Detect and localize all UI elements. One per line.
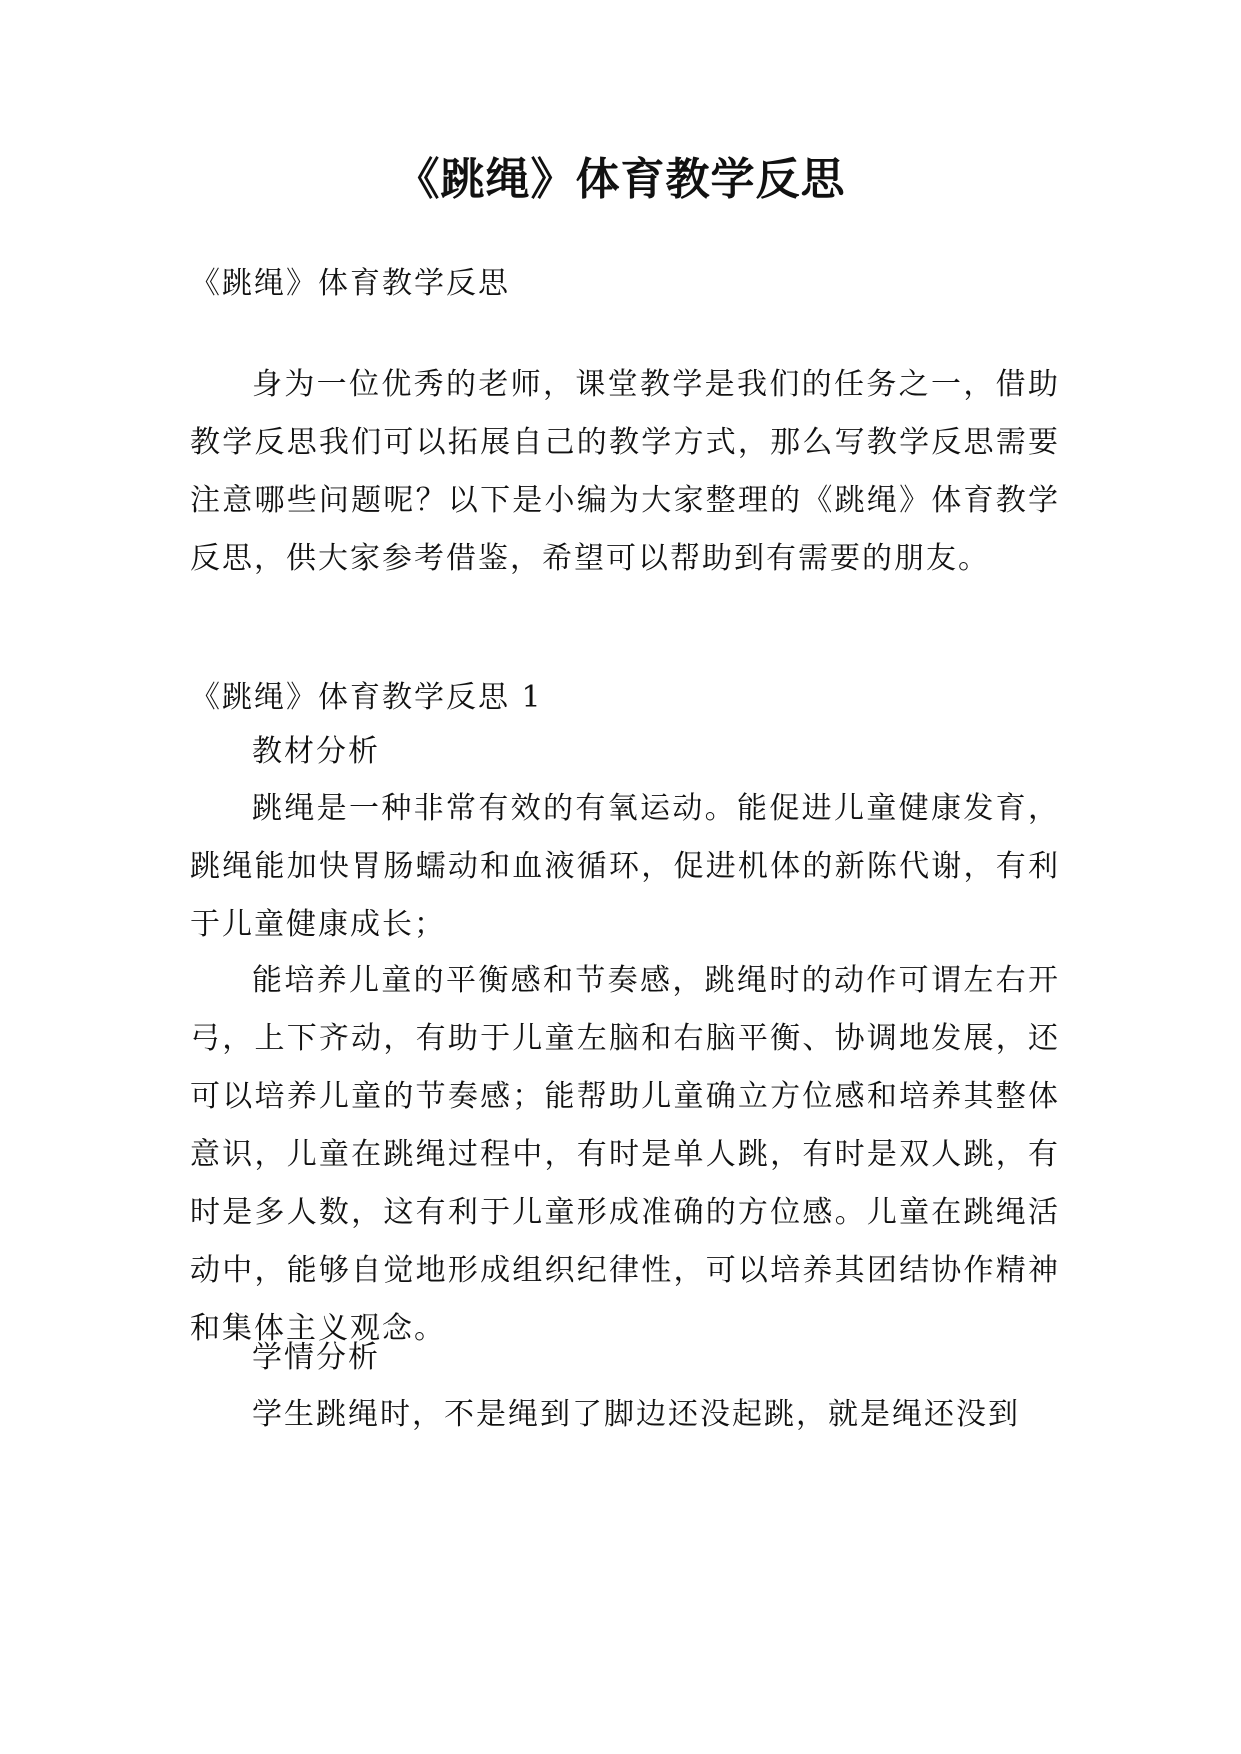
document-subtitle: 《跳绳》体育教学反思 <box>190 266 510 301</box>
student-paragraph-1: 学生跳绳时，不是绳到了脚边还没起跳，就是绳还没到 <box>252 1397 1020 1432</box>
student-analysis-heading: 学情分析 <box>252 1340 380 1375</box>
material-analysis-heading: 教材分析 <box>252 734 380 769</box>
document-title: 《跳绳》体育教学反思 <box>395 154 846 205</box>
section-heading: 《跳绳》体育教学反思 1 <box>190 680 543 715</box>
intro-paragraph: 身为一位优秀的老师，课堂教学是我们的任务之一，借助教学反思我们可以拓展自己的教学方式，那么写教学反思需要注意哪些问题呢？以下是小编为大家整理的《跳绳》体育教学反思，供大家参考借鉴，希望可以帮助到有需要的朋友。 <box>190 367 1060 576</box>
material-paragraph-2: 能培养儿童的平衡感和节奏感，跳绳时的动作可谓左右开弓，上下齐动，有助于儿童左脑和右脑平衡、协调地发展，还可以培养儿童的节奏感；能帮助儿童确立方位感和培养其整体意识，儿童在跳绳过程中，有时是单人跳，有时是双人跳，有时是多人数，这有利于儿童形成准确的方位感。儿童在跳绳活动中，能够自觉地形成组织纪律性，可以培养其团结协作精神和集体主义观念。 <box>190 963 1060 1346</box>
material-paragraph-1: 跳绳是一种非常有效的有氧运动。能促进儿童健康发育，跳绳能加快胃肠蠕动和血液循环，促进机体的新陈代谢，有利于儿童健康成长； <box>190 791 1060 942</box>
